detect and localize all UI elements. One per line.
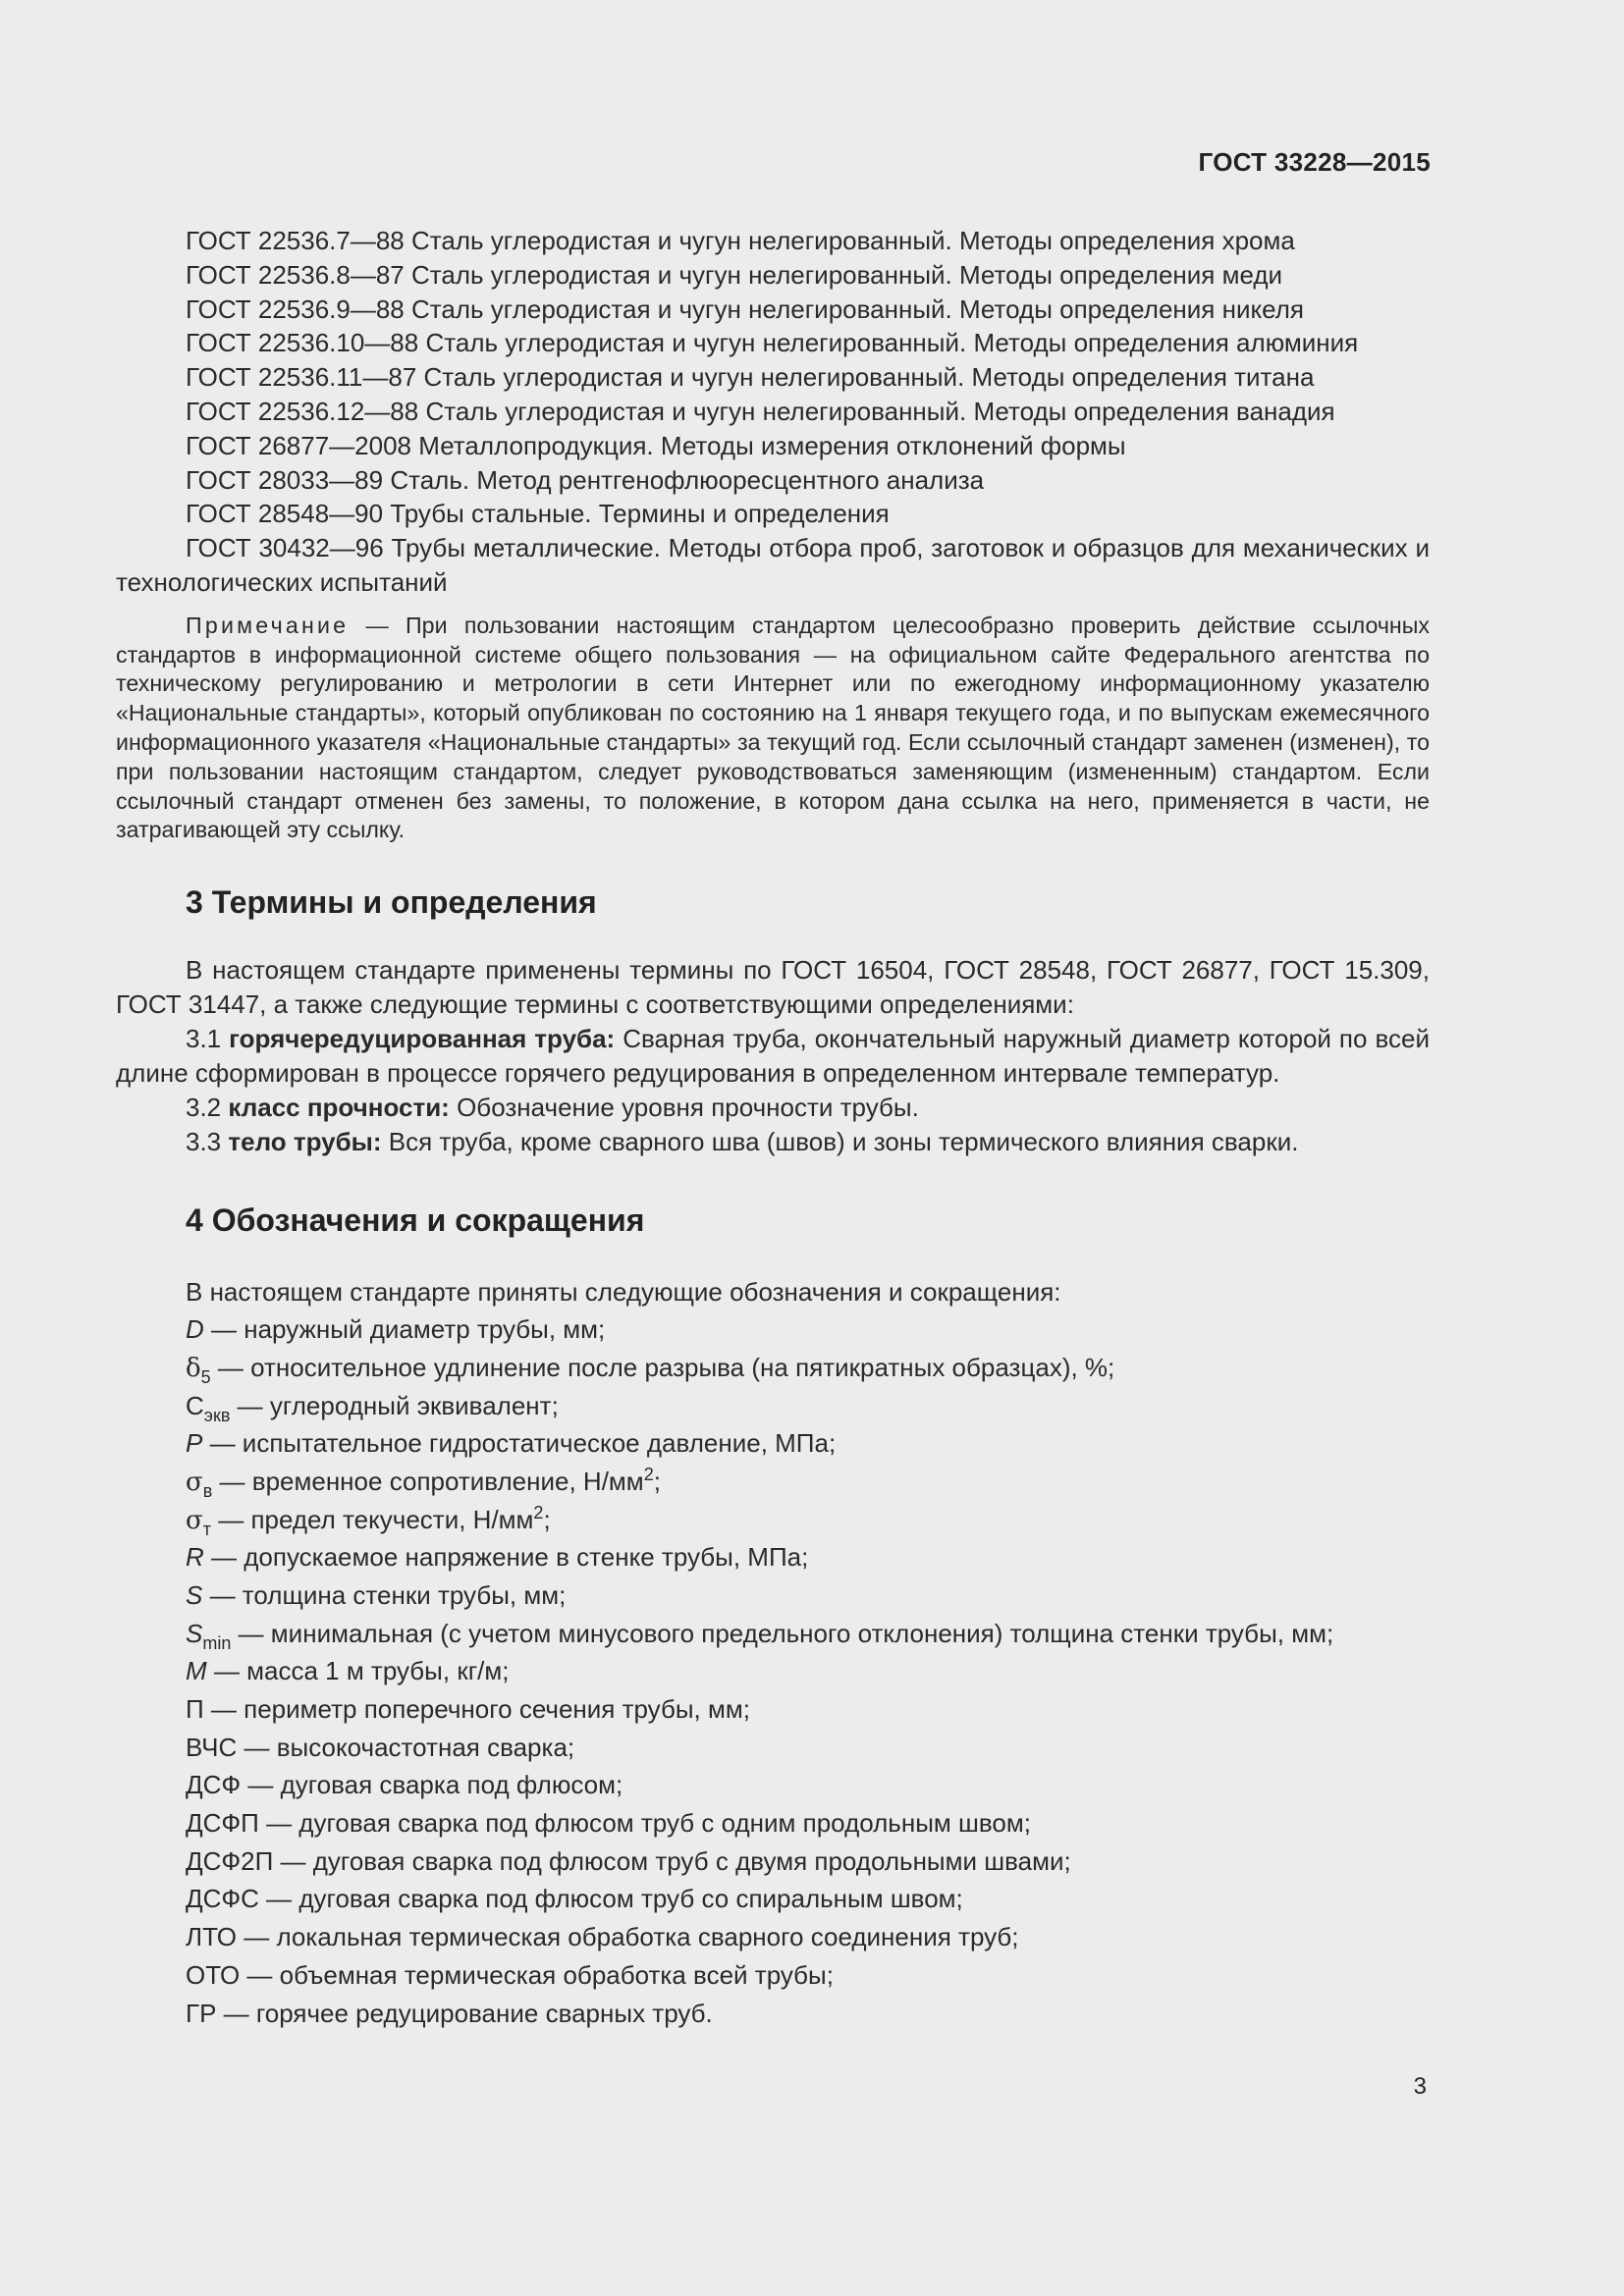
reference-item (116, 463, 1430, 498)
reference-item (116, 293, 1430, 327)
page-number: 3 (1413, 2073, 1427, 2100)
abbreviation: ДСФС (186, 1884, 259, 1914)
reference-code: ГОСТ 26877—2008 (186, 430, 412, 460)
symbol-description: — периметр поперечного сечения трубы, мм; (203, 1694, 750, 1725)
symbol-item (186, 1538, 1430, 1576)
symbol-item (186, 1995, 1430, 2033)
symbol: S (186, 1579, 203, 1610)
reference-title: Металлопродукция. Методы измерения отклонений формы (418, 430, 1126, 460)
symbol-tail: ; (543, 1504, 551, 1534)
symbol-description: — допускаемое напряжение в стенке трубы, МПа; (203, 1542, 809, 1573)
symbol-description: — относительное удлинение после разрыва (на пятикратных образцах), %; (210, 1352, 1115, 1382)
symbol-item (186, 1729, 1430, 1767)
reference-code: ГОСТ 22536.10—88 (186, 328, 419, 358)
symbol-item (186, 1956, 1430, 1995)
reference-code: ГОСТ 22536.12—88 (186, 396, 419, 426)
symbol-description: — дуговая сварка под флюсом труб с двумя продольными швами; (273, 1845, 1071, 1876)
reference-item (116, 360, 1430, 395)
abbreviation: ДСФ2П (186, 1845, 274, 1876)
symbol-description: — дуговая сварка под флюсом труб с одним продольным швом; (258, 1808, 1031, 1839)
symbol-item (186, 1349, 1430, 1387)
term-item (116, 1022, 1430, 1091)
reference-title: Сталь углеродистая и чугун нелегированный. Методы определения хрома (411, 226, 1295, 255)
symbol-subscript: т (202, 1519, 211, 1539)
abbreviation: ГР (186, 1998, 217, 2028)
term-name: класс прочности: (228, 1093, 450, 1123)
reference-title: Сталь углеродистая и чугун нелегированный. Методы определения алюминия (425, 328, 1359, 358)
symbol-item (186, 1842, 1430, 1881)
symbol-item (186, 1615, 1430, 1653)
symbol: σ (186, 1505, 203, 1535)
symbol: P (186, 1428, 203, 1459)
reference-item (116, 429, 1430, 463)
symbol-item (186, 1918, 1430, 1956)
symbol-description: — испытательное гидростатическое давление, МПа; (202, 1428, 837, 1459)
symbol: M (186, 1656, 207, 1686)
symbol-item (186, 1387, 1430, 1425)
symbol-description: — локальная термическая обработка сварного соединения труб; (237, 1922, 1019, 1952)
symbol-subscript: в (202, 1480, 213, 1501)
section-3-title: 3 Термины и определения (186, 884, 597, 921)
term-number: 3.3 (186, 1127, 222, 1157)
unit-superscript: 2 (643, 1464, 654, 1484)
section-4-title: 4 Обозначения и сокращения (186, 1202, 645, 1239)
symbol-item (186, 1766, 1430, 1804)
term-definition: Вся труба, кроме сварного шва (швов) и зоны термического влияния сварки. (388, 1127, 1299, 1157)
abbreviation: ОТО (186, 1959, 241, 1990)
reference-code: ГОСТ 30432—96 (186, 533, 384, 563)
reference-title: Сталь углеродистая и чугун нелегированный. Методы определения меди (411, 259, 1283, 290)
abbreviation: ВЧС (186, 1732, 238, 1762)
section-4-intro: В настоящем стандарте приняты следующие обозначения и сокращения: (186, 1277, 1061, 1308)
symbol-item (186, 1652, 1430, 1690)
symbols-list (116, 1310, 1430, 2032)
reference-item (116, 326, 1430, 360)
symbol-description: — дуговая сварка под флюсом; (241, 1770, 623, 1800)
symbol-item (186, 1880, 1430, 1918)
symbol-subscript: 5 (200, 1366, 211, 1387)
term-item (116, 1125, 1430, 1159)
symbol-subscript: экв (203, 1405, 231, 1425)
symbol: D (186, 1314, 204, 1345)
symbol: П (186, 1694, 204, 1725)
reference-title: Сталь углеродистая и чугун нелегированный. Методы определения никеля (411, 294, 1304, 324)
symbol: С (186, 1390, 204, 1420)
symbol-item (186, 1501, 1430, 1539)
reference-code: ГОСТ 22536.8—87 (186, 259, 405, 290)
symbol-description: — наружный диаметр трубы, мм; (203, 1314, 606, 1345)
normative-references-list (116, 224, 1430, 600)
symbol: σ (186, 1467, 203, 1497)
term-name: тело трубы: (228, 1127, 382, 1157)
reference-title: Сталь углеродистая и чугун нелегированный. Методы определения ванадия (425, 396, 1335, 426)
reference-item (116, 224, 1430, 258)
symbol: δ (186, 1353, 201, 1383)
term-number: 3.1 (186, 1024, 222, 1054)
reference-title: Трубы стальные. Термины и определения (390, 499, 890, 529)
note-block (116, 612, 1430, 845)
symbol-description: — временное сопротивление, Н/мм (212, 1466, 644, 1496)
reference-title: Сталь углеродистая и чугун нелегированный. Методы определения титана (423, 362, 1315, 393)
term-item (116, 1091, 1430, 1125)
unit-superscript: 2 (533, 1502, 544, 1522)
symbol-description: — объемная термическая обработка всей трубы; (240, 1959, 834, 1990)
symbol-description: — дуговая сварка под флюсом труб со спиральным швом; (258, 1884, 963, 1914)
reference-code: ГОСТ 28033—89 (186, 464, 384, 495)
symbol-subscript: min (202, 1632, 232, 1653)
symbol-item (186, 1424, 1430, 1463)
symbol-description: — высокочастотная сварка; (237, 1732, 575, 1762)
symbol-description: — горячее редуцирование сварных труб. (216, 1998, 713, 2028)
reference-item (116, 531, 1430, 600)
symbol-item (186, 1804, 1430, 1842)
symbol-item (186, 1690, 1430, 1729)
term-name: горячередуцированная труба: (229, 1024, 616, 1054)
symbol-description: — масса 1 м трубы, кг/м; (206, 1656, 510, 1686)
note-text: При пользовании настоящим стандартом целесообразно проверить действие ссылочных стандартов в информационной системе общего пользования — на официальном сайте Федерального агентства по техническому регулированию и метрологии в сети Интернет или по ежегодному информационному указателю «Национальные стандарты», который опубликован по состоянию на 1 января текущего года, и по выпускам ежемесячного информационного указателя «Национальные стандарты» за текущий год. Если ссылочный стандарт заменен (изменен), то при пользовании настоящим стандартом, следует руководствоваться заменяющим (измененным) стандартом. Если ссылочный стандарт отменен без замены, то положение, в котором дана ссылка на него, применяется в части, не затрагивающей эту ссылку. (116, 612, 1430, 843)
term-definition: Сварная труба, окончательный наружный диаметр которой по всей длине сформирован в процессе горячего редуцирования в определенном интервале температур. (116, 1024, 1430, 1089)
page-content (116, 224, 1430, 2032)
abbreviation: ДСФП (186, 1808, 259, 1839)
abbreviation: ЛТО (186, 1922, 237, 1952)
term-number: 3.2 (186, 1093, 222, 1123)
symbol-description: — минимальная (с учетом минусового предельного отклонения) толщина стенки трубы, мм; (231, 1618, 1334, 1648)
reference-item (116, 395, 1430, 429)
symbol-tail: ; (653, 1466, 661, 1496)
reference-title: Трубы металлические. Методы отбора проб, заготовок и образцов для механических и технологических испытаний (116, 533, 1430, 597)
reference-code: ГОСТ 22536.9—88 (186, 294, 405, 324)
symbol-description: — предел текучести, Н/мм (211, 1504, 534, 1534)
abbreviation: ДСФ (186, 1770, 242, 1800)
reference-code: ГОСТ 22536.11—87 (186, 362, 417, 393)
reference-item (116, 497, 1430, 531)
note-dash: — (349, 612, 406, 638)
reference-code: ГОСТ 28548—90 (186, 499, 384, 529)
document-code-header: ГОСТ 33228—2015 (1198, 147, 1431, 177)
term-definition: Обозначение уровня прочности трубы. (457, 1093, 919, 1123)
symbol-item (186, 1463, 1430, 1501)
symbol-item (186, 1310, 1430, 1349)
symbol-item (186, 1576, 1430, 1615)
reference-item (116, 258, 1430, 293)
symbol-description: — углеродный эквивалент; (230, 1390, 559, 1420)
symbol: S (186, 1618, 203, 1648)
symbol-description: — толщина стенки трубы, мм; (202, 1579, 567, 1610)
section-3-intro: В настоящем стандарте применены термины по ГОСТ 16504, ГОСТ 28548, ГОСТ 26877, ГОСТ 15.309, ГОСТ 31447, а также следующие термины с соответствующими определениями: (116, 955, 1430, 1020)
reference-title: Сталь. Метод рентгенофлюоресцентного анализа (390, 464, 985, 495)
note-label: Примечание (186, 612, 350, 638)
reference-code: ГОСТ 22536.7—88 (186, 226, 405, 255)
symbol: R (186, 1542, 204, 1573)
